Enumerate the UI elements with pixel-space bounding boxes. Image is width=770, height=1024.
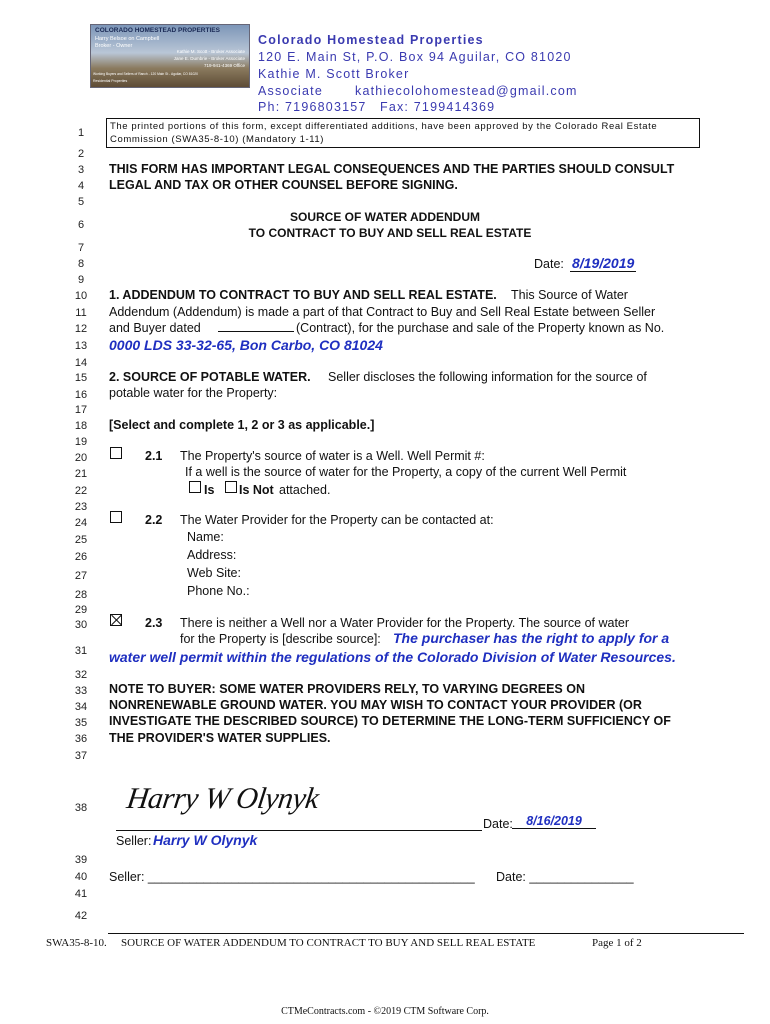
line-number: 16 bbox=[74, 389, 88, 401]
line-number: 3 bbox=[77, 164, 85, 176]
section2-text2: potable water for the Property: bbox=[109, 386, 278, 400]
property-address[interactable]: 0000 LDS 33-32-65, Bon Carbo, CO 81024 bbox=[109, 337, 383, 353]
line-number: 13 bbox=[74, 340, 88, 352]
seller-label: Seller: bbox=[116, 834, 152, 848]
option-2-3-text: There is neither a Well nor a Water Provider for the Property. The source of water bbox=[180, 616, 630, 630]
well-permit-is-label: Is bbox=[204, 483, 215, 497]
well-permit-is-not-checkbox[interactable] bbox=[225, 481, 237, 493]
well-permit-attached: attached. bbox=[279, 483, 331, 497]
signature-date-label: Date: bbox=[483, 817, 513, 831]
line-number: 21 bbox=[74, 468, 88, 480]
section1-text2: Addendum (Addendum) is made a part of that Contract to Buy and Sell Real Estate between Seller bbox=[109, 305, 656, 319]
line-number: 33 bbox=[74, 685, 88, 697]
logo-line2: Broker - Owner bbox=[95, 43, 133, 49]
approval-line2: Commission (SWA35-8-10) (Mandatory 1-11) bbox=[110, 134, 325, 145]
provider-phone-label: Phone No.: bbox=[187, 584, 250, 598]
line-number: 40 bbox=[74, 871, 88, 883]
line-number: 26 bbox=[74, 551, 88, 563]
option-2-3-text2: for the Property is [describe source]: bbox=[180, 632, 381, 646]
line-number: 10 bbox=[74, 290, 88, 302]
option-2-1-number: 2.1 bbox=[145, 449, 163, 463]
line-number: 4 bbox=[77, 180, 85, 192]
line-number: 38 bbox=[74, 802, 88, 814]
section2-select-instruction: [Select and complete 1, 2 or 3 as applicable.] bbox=[109, 418, 375, 432]
line-number: 12 bbox=[74, 323, 88, 335]
note-line4: THE PROVIDER'S WATER SUPPLIES. bbox=[109, 731, 331, 745]
provider-address-label: Address: bbox=[187, 548, 237, 562]
company-name: Colorado Homestead Properties bbox=[258, 33, 484, 47]
option-2-3-checkbox[interactable] bbox=[110, 614, 122, 626]
line-number: 34 bbox=[74, 701, 88, 713]
line-number: 32 bbox=[74, 669, 88, 681]
line-number: 8 bbox=[77, 258, 85, 270]
line-number: 18 bbox=[74, 420, 88, 432]
line-number: 14 bbox=[74, 357, 88, 369]
water-source-line1[interactable]: The purchaser has the right to apply for a bbox=[393, 630, 670, 646]
agent-title: Associate bbox=[258, 84, 323, 98]
line-number: 2 bbox=[77, 148, 85, 160]
company-address: 120 E. Main St, P.O. Box 94 Aguilar, CO 81020 bbox=[258, 50, 572, 64]
footer-copyright: CTMeContracts.com - ©2019 CTM Software Corp. bbox=[281, 1006, 489, 1017]
section1-heading: 1. ADDENDUM TO CONTRACT TO BUY AND SELL REAL ESTATE. bbox=[109, 288, 497, 302]
section1-text1: This Source of Water bbox=[511, 288, 628, 302]
option-2-1-checkbox[interactable] bbox=[110, 447, 122, 459]
line-number: 27 bbox=[74, 570, 88, 582]
logo-line3: Kathie M. Scott - Broker Associate bbox=[176, 49, 245, 54]
date-label: Date: bbox=[534, 257, 564, 271]
agent-name: Kathie M. Scott Broker bbox=[258, 67, 410, 81]
line-number: 15 bbox=[74, 372, 88, 384]
logo-line6: Working Buyers and Sellers of Ranch - 120 Main St - Aguilar, CO 81020 bbox=[93, 72, 198, 76]
option-2-2-text: The Water Provider for the Property can be contacted at: bbox=[180, 513, 494, 527]
seller-name[interactable]: Harry W Olynyk bbox=[153, 832, 258, 848]
line-number: 23 bbox=[74, 501, 88, 513]
note-line3: INVESTIGATE THE DESCRIBED SOURCE) TO DETERMINE THE LONG-TERM SUFFICIENCY OF bbox=[109, 714, 671, 728]
line-number: 37 bbox=[74, 750, 88, 762]
line-number: 35 bbox=[74, 717, 88, 729]
logo-line4: Jane E. Dumbrie - Broker Associate bbox=[173, 56, 245, 61]
signature-date-value[interactable]: 8/16/2019 bbox=[512, 814, 596, 829]
signature-line bbox=[116, 830, 482, 831]
section1-text3a: and Buyer dated bbox=[109, 321, 201, 335]
footer-title: SOURCE OF WATER ADDENDUM TO CONTRACT TO BUY AND SELL REAL ESTATE bbox=[121, 937, 536, 949]
approval-line1: The printed portions of this form, except differentiated additions, have been approved by the Colorado Real Estate bbox=[110, 121, 658, 132]
approval-box bbox=[106, 118, 700, 148]
line-number: 22 bbox=[74, 485, 88, 497]
line-number: 31 bbox=[74, 645, 88, 657]
line-number: 28 bbox=[74, 589, 88, 601]
date-value[interactable]: 8/19/2019 bbox=[572, 255, 635, 271]
note-line1: NOTE TO BUYER: SOME WATER PROVIDERS RELY, TO VARYING DEGREES ON bbox=[109, 682, 585, 696]
line-number: 7 bbox=[77, 242, 85, 254]
line-number: 20 bbox=[74, 452, 88, 464]
warning-line2: LEGAL AND TAX OR OTHER COUNSEL BEFORE SIGNING. bbox=[109, 178, 458, 192]
option-2-3-number: 2.3 bbox=[145, 616, 163, 630]
line-number: 42 bbox=[74, 910, 88, 922]
line-number: 9 bbox=[77, 274, 85, 286]
footer-rule bbox=[108, 933, 744, 934]
line-number: 1 bbox=[77, 127, 85, 139]
form-title-line2: TO CONTRACT TO BUY AND SELL REAL ESTATE bbox=[248, 226, 532, 240]
section2-text1: Seller discloses the following information for the source of bbox=[328, 370, 647, 384]
option-2-2-number: 2.2 bbox=[145, 513, 163, 527]
option-2-1-text: The Property's source of water is a Well. Well Permit #: bbox=[180, 449, 485, 463]
line-number: 39 bbox=[74, 854, 88, 866]
line-number: 29 bbox=[74, 604, 88, 616]
contract-date-field[interactable] bbox=[218, 331, 294, 332]
line-number: 36 bbox=[74, 733, 88, 745]
logo-line7: Residential Properties bbox=[93, 79, 128, 83]
option-2-1-text2: If a well is the source of water for the Property, a copy of the current Well Permit bbox=[185, 465, 627, 479]
logo-title: COLORADO HOMESTEAD PROPERTIES bbox=[95, 27, 220, 34]
section1-text3b: (Contract), for the purchase and sale of the Property known as No. bbox=[296, 321, 665, 335]
water-source-line2[interactable]: water well permit within the regulations of the Colorado Division of Water Resources. bbox=[109, 649, 676, 665]
provider-name-label: Name: bbox=[187, 530, 224, 544]
line-number: 11 bbox=[75, 307, 87, 319]
line-number: 5 bbox=[77, 196, 85, 208]
line-number: 25 bbox=[74, 534, 88, 546]
footer-code: SWA35-8-10. bbox=[46, 937, 107, 949]
seller2-line[interactable]: Seller: _______________________________________________ bbox=[109, 870, 475, 884]
option-2-2-checkbox[interactable] bbox=[110, 511, 122, 523]
agent-email[interactable]: kathiecolohomestead@gmail.com bbox=[355, 84, 578, 98]
agent-phone: Ph: 7196803157 bbox=[258, 100, 367, 114]
page-number: Page 1 of 2 bbox=[592, 937, 642, 949]
well-permit-is-not-label: Is Not bbox=[239, 483, 274, 497]
logo-line1: Harry Belsoe on Campbell bbox=[95, 36, 160, 42]
note-line2: NONRENEWABLE GROUND WATER. YOU MAY WISH TO CONTACT YOUR PROVIDER (OR bbox=[109, 698, 642, 712]
line-number: 30 bbox=[74, 619, 88, 631]
line-number: 6 bbox=[77, 219, 85, 231]
section2-heading: 2. SOURCE OF POTABLE WATER. bbox=[109, 370, 311, 384]
well-permit-is-checkbox[interactable] bbox=[189, 481, 201, 493]
line-number: 24 bbox=[74, 517, 88, 529]
line-number: 19 bbox=[74, 436, 88, 448]
line-number: 41 bbox=[74, 888, 88, 900]
agent-fax: Fax: 7199414369 bbox=[380, 100, 496, 114]
form-title-line1: SOURCE OF WATER ADDENDUM bbox=[290, 210, 480, 224]
line-number: 17 bbox=[74, 404, 88, 416]
provider-website-label: Web Site: bbox=[187, 566, 241, 580]
logo-line5: 719-941-4369 Office bbox=[204, 63, 245, 68]
warning-line1: THIS FORM HAS IMPORTANT LEGAL CONSEQUENCES AND THE PARTIES SHOULD CONSULT bbox=[109, 162, 675, 176]
company-logo bbox=[90, 24, 250, 88]
seller2-date[interactable]: Date: _______________ bbox=[496, 870, 634, 884]
seller-signature[interactable]: Harry W Olynyk bbox=[124, 782, 321, 815]
